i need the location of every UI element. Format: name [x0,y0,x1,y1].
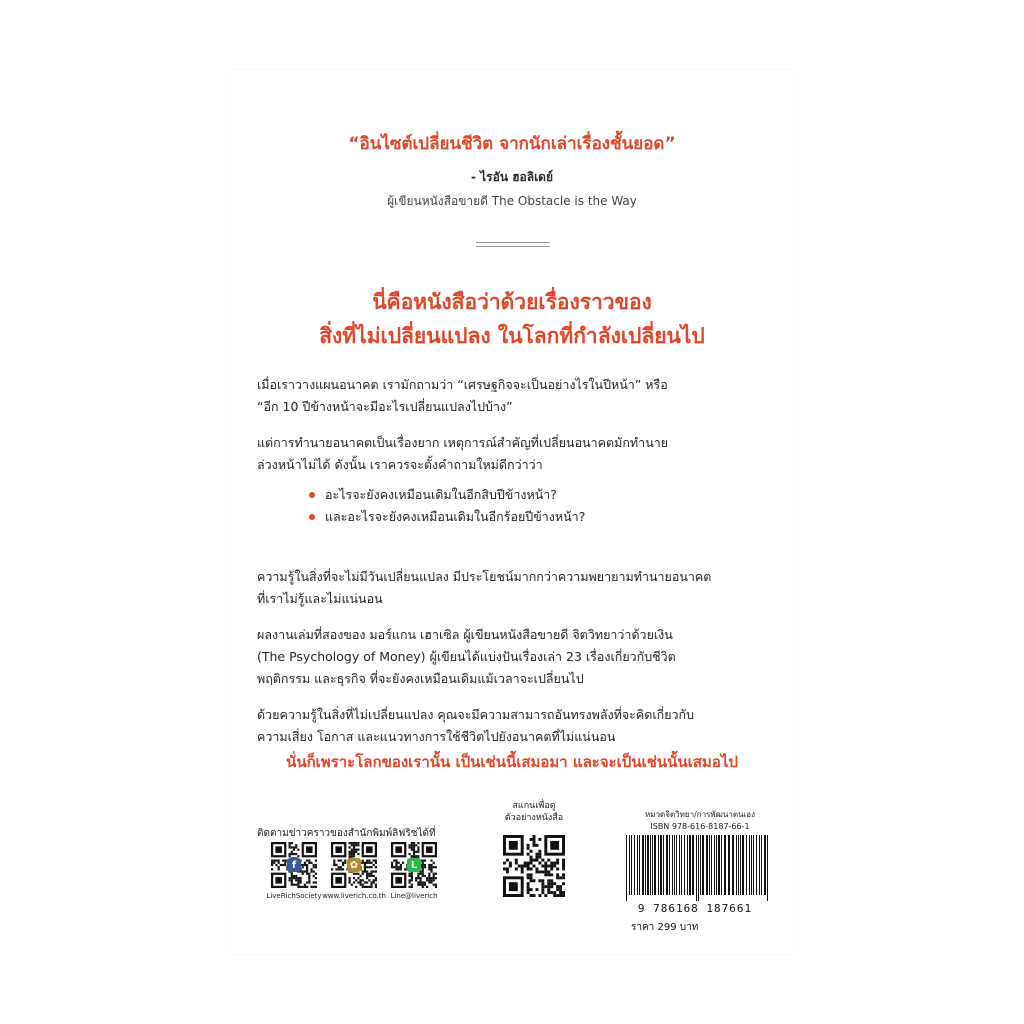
category-label: หมวดจิตวิทยา/การพัฒนาตนเอง [645,810,755,819]
facebook-icon: f [287,858,301,872]
paragraph-line: เมื่อเราวางแผนอนาคต เรามักถามว่า “เศรษฐกิจจะเป็นอย่างไรในปีหน้า” หรือ [257,377,668,392]
paragraph-line: ที่เราไม่รู้และไม่แน่นอน [257,591,383,606]
paragraph-line: ความรู้ในสิ่งที่จะไม่มีวันเปลี่ยนแปลง มีประโยชน์มากกว่าความพยายามทำนายอนาคต [257,569,712,584]
paragraph-line: ความเสี่ยง โอกาส และแนวทางการใช้ชีวิตไปยังอนาคตที่ไม่แน่นอน [257,729,616,744]
line-icon: L [407,858,421,872]
qr-caption: LiveRichSociety [266,892,322,900]
question-list [307,484,727,528]
qr-caption: www.liverich.co.th [322,892,386,900]
author-description: ผู้เขียนหนังสือขายดี The Obstacle is the Way [387,194,637,208]
paragraph-line: ล่วงหน้าไม่ได้ ดังนั้น เราควรจะตั้งคำถามใหม่ดีกว่าว่า [257,457,543,472]
qr-caption: Line@liverich [390,892,438,900]
paragraph-line: ผลงานเล่มที่สองของ มอร์แกน เฮาเซิล ผู้เขียนหนังสือขายดี จิตวิทยาว่าด้วยเงิน [257,627,673,642]
paragraph-line: “อีก 10 ปีข้างหน้าจะมีอะไรเปลี่ยนแปลงไปบ้าง” [257,399,513,414]
scan-label-line: ตัวอย่างหนังสือ [504,813,564,823]
quote: “อินไซต์เปลี่ยนชีวิต จากนักเล่าเรื่องชั้นยอด” [348,134,676,154]
scan-label [489,800,579,824]
closing-statement: นั่นก็เพราะโลกของเรานั้น เป็นเช่นนี้เสมอมา และจะเป็นเช่นนั้นเสมอไป [286,753,738,771]
paragraph-line: ด้วยความรู้ในสิ่งที่ไม่เปลี่ยนแปลง คุณจะมีความสามารถอันทรงพลังที่จะคิดเกี่ยวกับ [257,707,695,722]
paragraph-line: พฤติกรรม และธุรกิจ ที่จะยังคงเหมือนเดิมแม้เวลาจะเปลี่ยนไป [257,671,584,686]
divider-line [476,242,550,243]
liverich-logo-icon: ✿ [347,858,361,872]
list-item: และอะไรจะยังคงเหมือนเดิมในอีกร้อยปีข้างหน้า? [307,506,727,528]
isbn-barcode [624,835,771,901]
qr-code-preview[interactable] [503,835,565,897]
paragraph-5 [257,704,767,748]
divider-line [476,246,550,247]
paragraph-4 [257,624,767,690]
paragraph-3 [257,566,767,610]
scan-label-line: สแกนเพื่อดู [512,801,556,811]
barcode-number: 9 786168 187661 [637,902,753,915]
price-label: ราคา 299 บาท [631,922,699,933]
quote-author: - ไรอัน ฮอลิเดย์ [470,170,554,184]
paragraph-line: (The Psychology of Money) ผู้เขียนได้แบ่งปันเรื่องเล่า 23 เรื่องเกี่ยวกับชีวิต [257,649,676,664]
list-item: อะไรจะยังคงเหมือนเดิมในอีกสิบปีข้างหน้า? [307,484,727,506]
isbn-label: ISBN 978-616-8187-66-1 [650,822,750,831]
headline-line-2: สิ่งที่ไม่เปลี่ยนแปลง ในโลกที่กำลังเปลี่ยนไป [319,324,705,348]
book-back-cover [227,70,797,954]
headline-line-1: นี่คือหนังสือว่าด้วยเรื่องราวของ [372,290,652,314]
paragraph-2 [257,432,767,476]
paragraph-line: แต่การทำนายอนาคตเป็นเรื่องยาก เหตุการณ์สำคัญที่เปลี่ยนอนาคตมักทำนาย [257,435,669,450]
paragraph-1 [257,374,767,418]
follow-label: ติดตามข่าวคราวของสำนักพิมพ์ลิฟริชได้ที่ [257,828,436,839]
